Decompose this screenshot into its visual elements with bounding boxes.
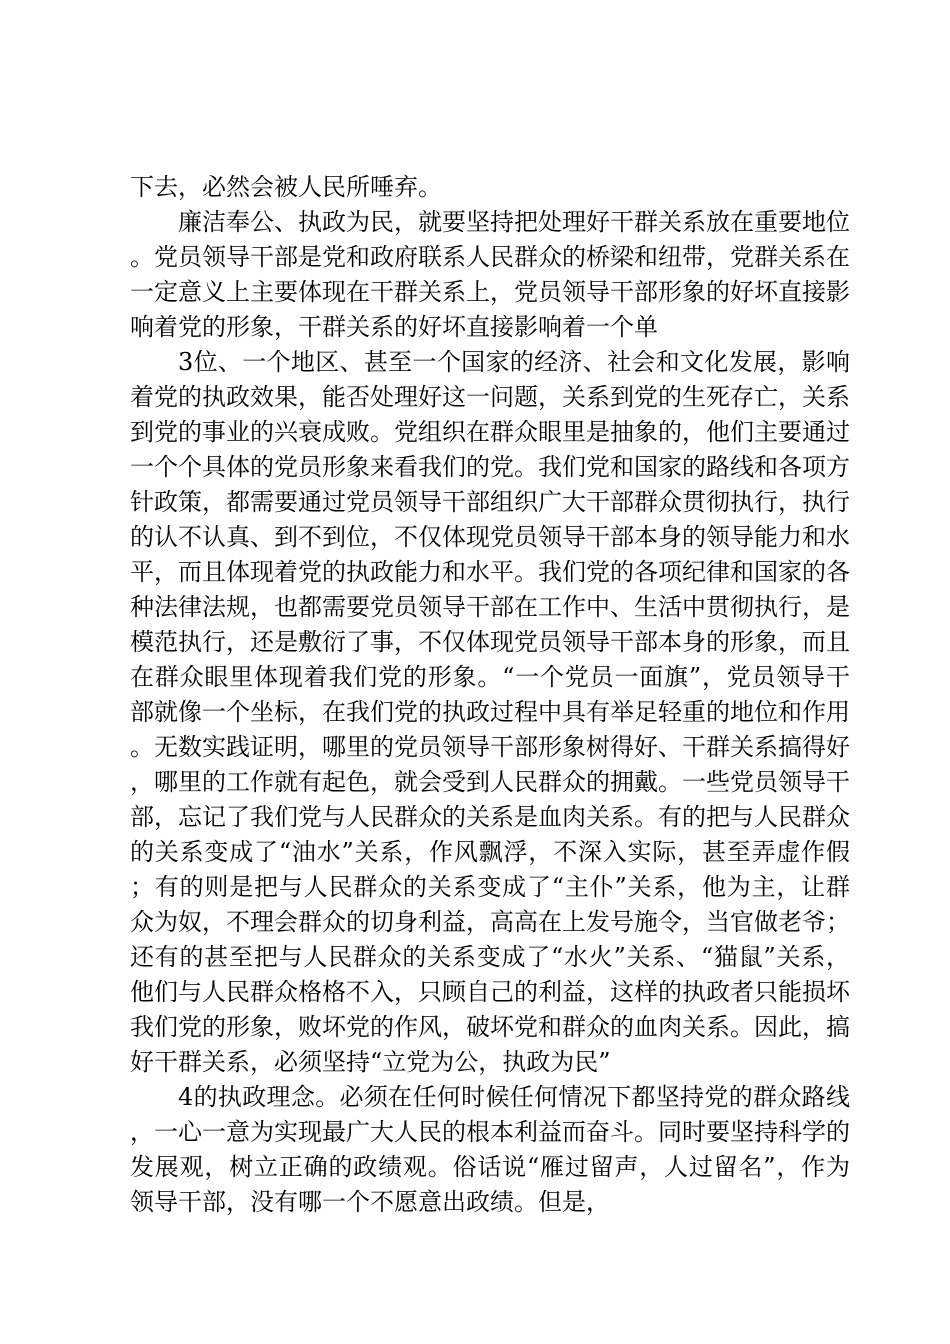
paragraph-3: 3位、一个地区、甚至一个国家的经济、社会和文化发展，影响着党的执政效果，能否处理好这一问题，关系到党的生死存亡，关系到党的事业的兴衰成败。党组织在群众眼里是抽象的，他们主要通过一个个具体的党员形象来看我们的党。我们党和国家的路线和各项方针政策，都需要通过党员领导干部组织广大干部群众贯彻执行，执行的认不认真、到不到位，不仅体现党员领导干部本身的领导能力和水平，而且体现着党的执政能力和水平。我们党的各项纪律和国家的各种法律法规，也都需要党员领导干部在工作中、生活中贯彻执行，是模范执行，还是敷衍了事，不仅体现党员领导干部本身的形象，而且在群众眼里体现着我们党的形象。“一个党员一面旗”，党员领导干部就像一个坐标，在我们党的执政过程中具有举足轻重的地位和作用。无数实践证明，哪里的党员领导干部形象树得好、干群关系搞得好，哪里的工作就有起色，就会受到人民群众的拥戴。一些党员领导干部，忘记了我们党与人民群众的关系是血肉关系。有的把与人民群众的关系变成了“油水”关系，作风飘浮，不深入实际，甚至弄虚作假；有的则是把与人民群众的关系变成了“主仆”关系，他为主，让群众为奴，不理会群众的切身利益，高高在上发号施令，当官做老爷；还有的甚至把与人民群众的关系变成了“水火”关系、“猫鼠”关系，他们与人民群众格格不入，只顾自己的利益，这样的执政者只能损坏我们党的形象，败坏党的作风，破坏党和群众的血肉关系。因此，搞好干群关系，必须坚持“立党为公，执政为民” xyxy=(130,348,850,1076)
document-body xyxy=(130,170,850,1220)
paragraph-1: 下去，必然会被人民所唾弃。 xyxy=(130,173,442,201)
paragraph-2: 廉洁奉公、执政为民，就要坚持把处理好干群关系放在重要地位。党员领导干部是党和政府联系人民群众的桥梁和纽带，党群关系在一定意义上主要体现在干群关系上，党员领导干部形象的好坏直接影响着党的形象，干群关系的好坏直接影响着一个单 xyxy=(130,208,850,341)
paragraph-4: 4的执政理念。必须在任何时候任何情况下都坚持党的群众路线，一心一意为实现最广大人民的根本利益而奋斗。同时要坚持科学的发展观，树立正确的政绩观。俗话说“雁过留声，人过留名”，作为领导干部，没有哪一个不愿意出政绩。但是， xyxy=(130,1083,850,1216)
